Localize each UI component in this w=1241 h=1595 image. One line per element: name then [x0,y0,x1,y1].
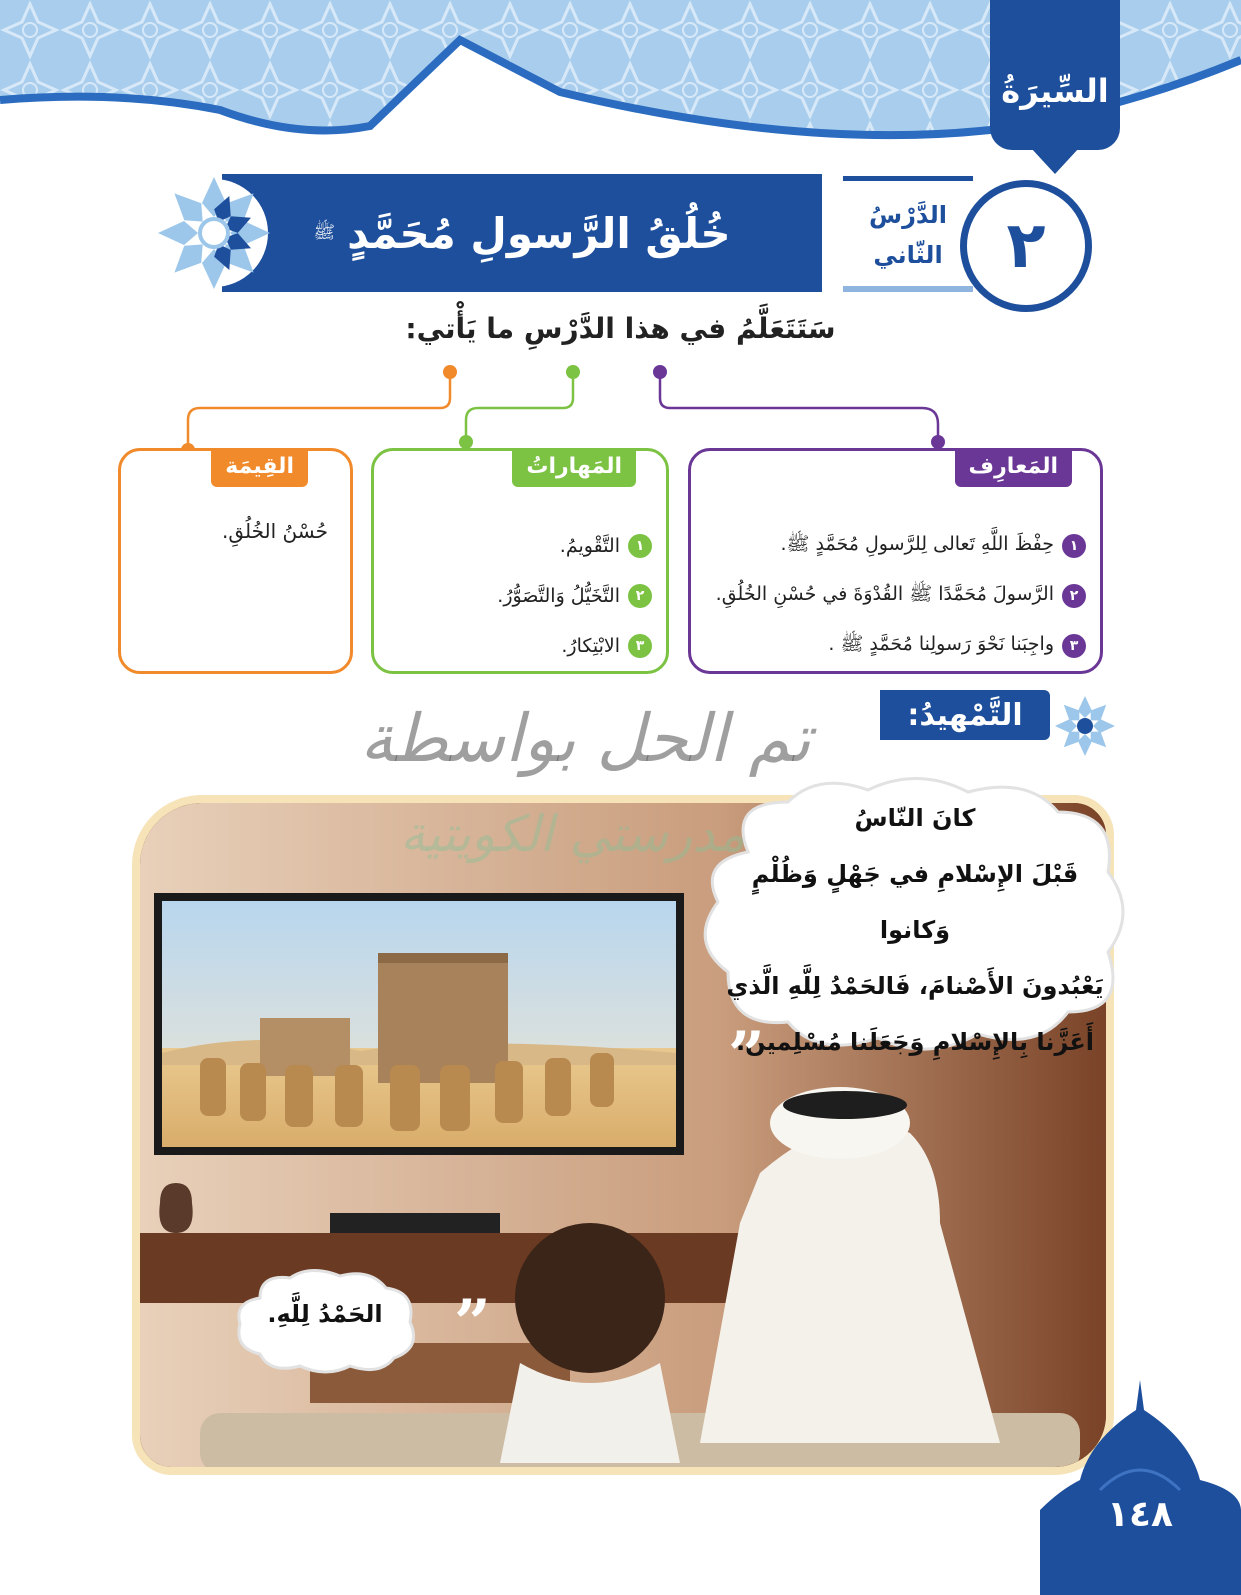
skills-tag: المَهاراتُ [512,448,636,487]
rosette-ornament-icon [1050,694,1120,758]
watermark-line2: مدرستي الكويتية [400,805,746,863]
list-item [497,621,652,671]
lesson-number: ٢ [1006,209,1046,283]
item-text: التَّخَيُّلُ وَالتَّصَوُّرُ. [497,585,620,607]
skills-objectives-box [371,448,669,674]
lesson-number-badge [960,180,1092,312]
speech-line: كانَ النّاسُ [854,804,976,832]
item-number: ٢ [628,584,652,608]
list-item [716,521,1086,571]
item-number: ٣ [628,634,652,658]
value-tag: القِيمَة [211,448,308,487]
knowledge-objectives-box [688,448,1103,674]
speech-line: يَعْبُدونَ الأَصْنامَ، فَالحَمْدُ لِلَّهِ الَّذي [726,972,1104,1000]
item-number: ١ [628,534,652,558]
item-text: الابْتِكارُ. [561,635,620,657]
item-text: حِفْظَ اللَّهِ تَعالى لِلرَّسولِ مُحَمَّدٍ ﷺ. [780,533,1054,555]
section-tab [990,0,1120,150]
lesson-label-line2: الثّاني [873,241,943,269]
item-text: واجِبَنا نَحْوَ رَسولِنا مُحَمَّدٍ ﷺ . [828,633,1054,655]
lesson-title: خُلُقُ الرَّسولِ مُحَمَّدٍ [347,208,731,258]
skills-list [497,521,652,671]
item-number: ١ [1062,534,1086,558]
lesson-label [843,176,973,292]
watermark-line1: تم الحل بواسطة [360,700,811,777]
rosette-ornament-icon [150,172,280,294]
section-tab-pointer [1031,148,1079,174]
value-objective-box [118,448,353,674]
item-number: ٢ [1062,584,1086,608]
father-speech-text [715,790,1115,1070]
item-number: ٣ [1062,634,1086,658]
knowledge-tag: المَعارِف [955,448,1072,487]
list-item [716,621,1086,671]
section-label: السِّيرَةُ [1001,72,1109,110]
item-text: التَّقْويمُ. [559,535,620,557]
quote-mark-icon: ” [728,1018,765,1093]
list-item [497,571,652,621]
quote-mark-icon: ” [454,1286,491,1361]
child-speech-text: الحَمْدُ لِلَّهِ. [267,1300,383,1328]
learning-intro-text: سَتَتَعَلَّمُ في هذا الدَّرْسِ ما يَأْتي: [405,312,836,345]
list-item [497,521,652,571]
list-item [716,571,1086,621]
speech-line: قَبْلَ الإِسْلامِ في جَهْلٍ وَظُلْمٍ وَكانوا [751,860,1079,944]
value-text: حُسْنُ الخُلُقِ. [221,519,328,543]
item-text: الرَّسولَ مُحَمَّدًا ﷺ القُدْوَةَ في حُسْنِ الخُلُقِ. [715,583,1054,605]
intro-heading: التَّمْهيدُ: [880,690,1050,740]
lesson-title-bar [222,174,822,292]
lesson-label-line1: الدَّرْسُ [868,201,948,229]
dome-page-number-ornament-icon [1040,1380,1241,1595]
page-number: ١٤٨ [1107,1494,1173,1535]
honorific-glyph: ﷺ [313,222,336,243]
knowledge-list [716,521,1086,671]
speech-line: أَعَزَّنا بِالإِسْلامِ وَجَعَلَنا مُسْلِمينَ. [736,1028,1094,1056]
